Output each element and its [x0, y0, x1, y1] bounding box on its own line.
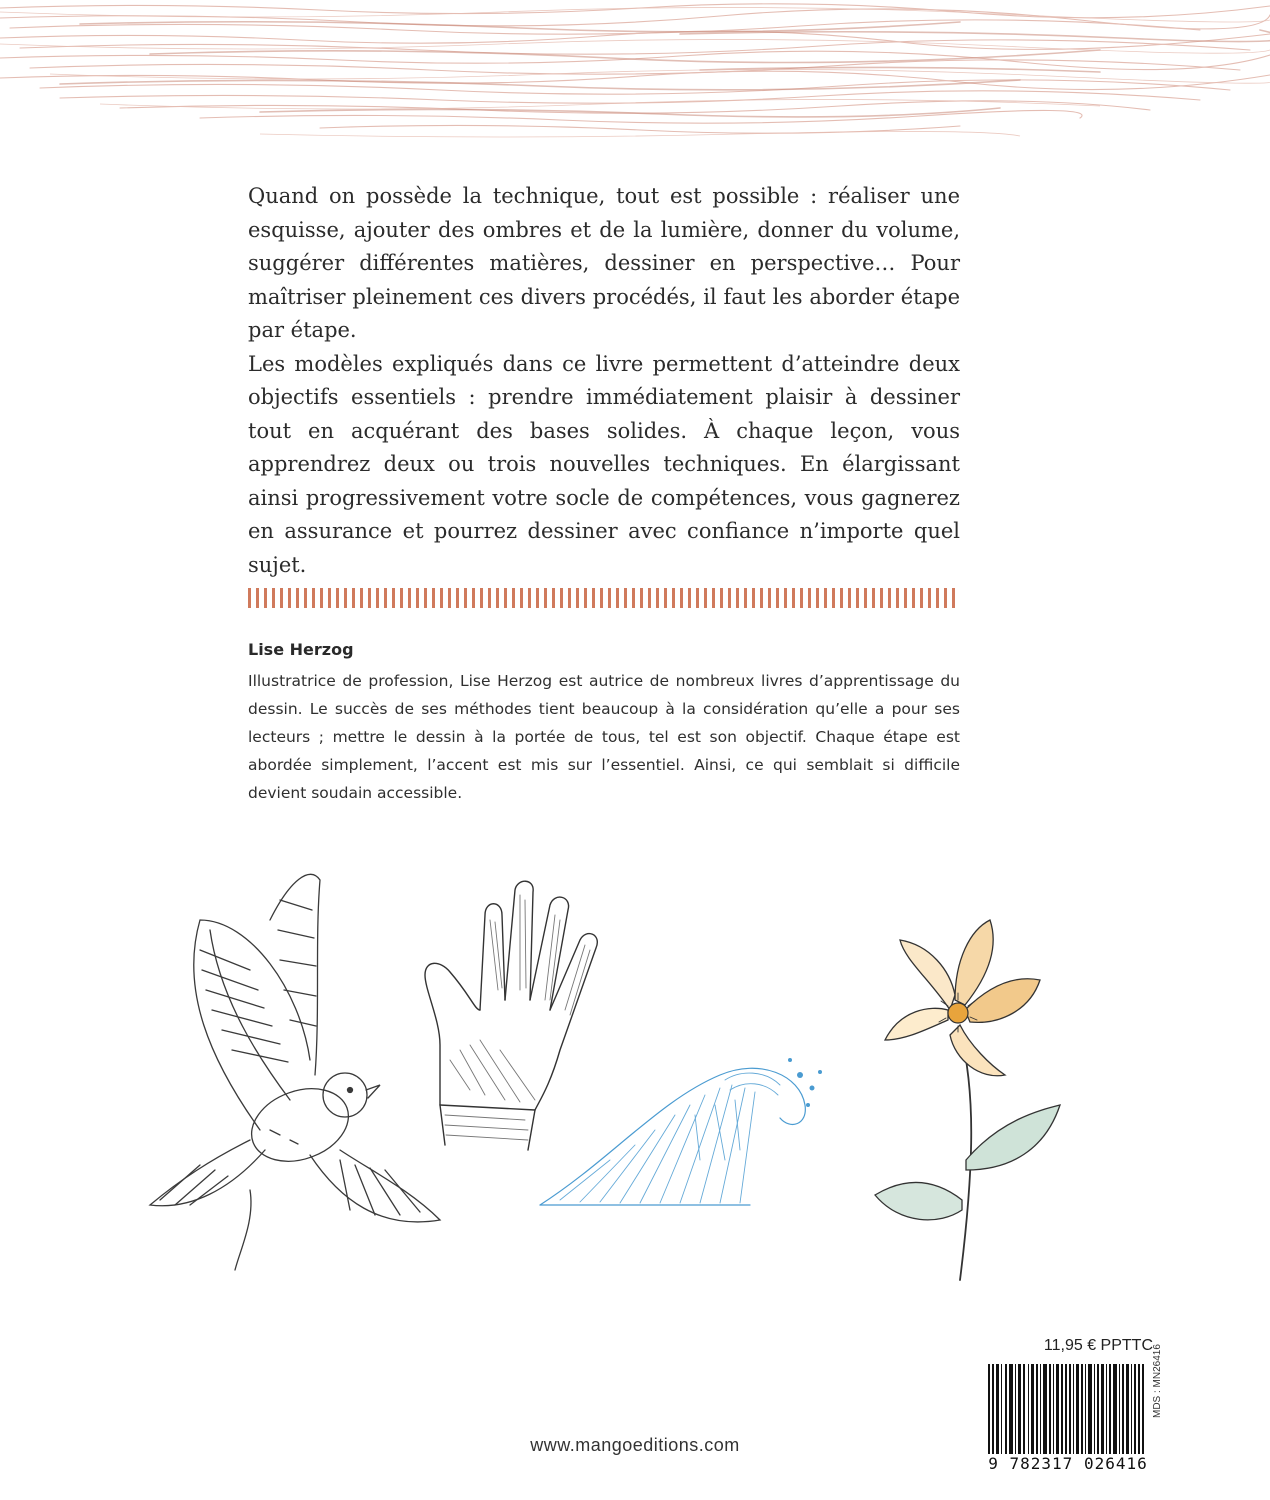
mds-code: MDS : MN26416: [1152, 1344, 1163, 1418]
author-bio: Illustratrice de profession, Lise Herzog est autrice de nombreux livres d’apprentissage du dessin. Le succès de ses méthodes tient beaucoup à la considération qu’elle a pour ses lecteurs ; mettre le dessin à la portée de tous, tel est son objectif. Chaque étape est abordée simplement, l’accent est mis sur l’essentiel. Ainsi, ce qui semblait si difficile devient soudain accessible.: [248, 672, 960, 802]
barcode-bars: [982, 1362, 1154, 1460]
intro-text: [248, 180, 960, 582]
author-name: Lise Herzog: [248, 640, 354, 659]
illustrations: [140, 860, 1080, 1300]
flower-sketch: [875, 920, 1060, 1280]
isbn-number: 9 782317 026416: [982, 1454, 1154, 1473]
isbn-barcode: [982, 1362, 1154, 1477]
intro-paragraph: Les modèles expliqués dans ce livre permettent d’atteindre deux objectifs essentiels : prendre immédiatement plaisir à dessiner tout en acquérant des bases solides. À chaque leçon, vous apprendrez deux ou trois nouvelles techniques. En élargissant ainsi progressivement votre socle de compétences, vous gagnerez en assurance et pourrez dessiner avec confiance n’importe quel sujet.: [248, 351, 960, 577]
pencil-scribble-band: [0, 0, 1270, 160]
dashed-divider: [248, 588, 960, 608]
bird-sketch: [150, 874, 440, 1270]
wave-sketch: [540, 1058, 822, 1205]
price-label: 11,95 € PPTTC: [1043, 1337, 1153, 1354]
hand-sketch: [425, 881, 597, 1150]
publisher-website[interactable]: www.mangoeditions.com: [530, 1435, 740, 1455]
intro-paragraph: Quand on possède la technique, tout est possible : réaliser une esquisse, ajouter des ombres et de la lumière, donner du volume, suggérer différentes matières, dessiner en perspective… Pour maîtriser pleinement ces divers procédés, il faut les aborder étape par étape.: [248, 184, 960, 342]
